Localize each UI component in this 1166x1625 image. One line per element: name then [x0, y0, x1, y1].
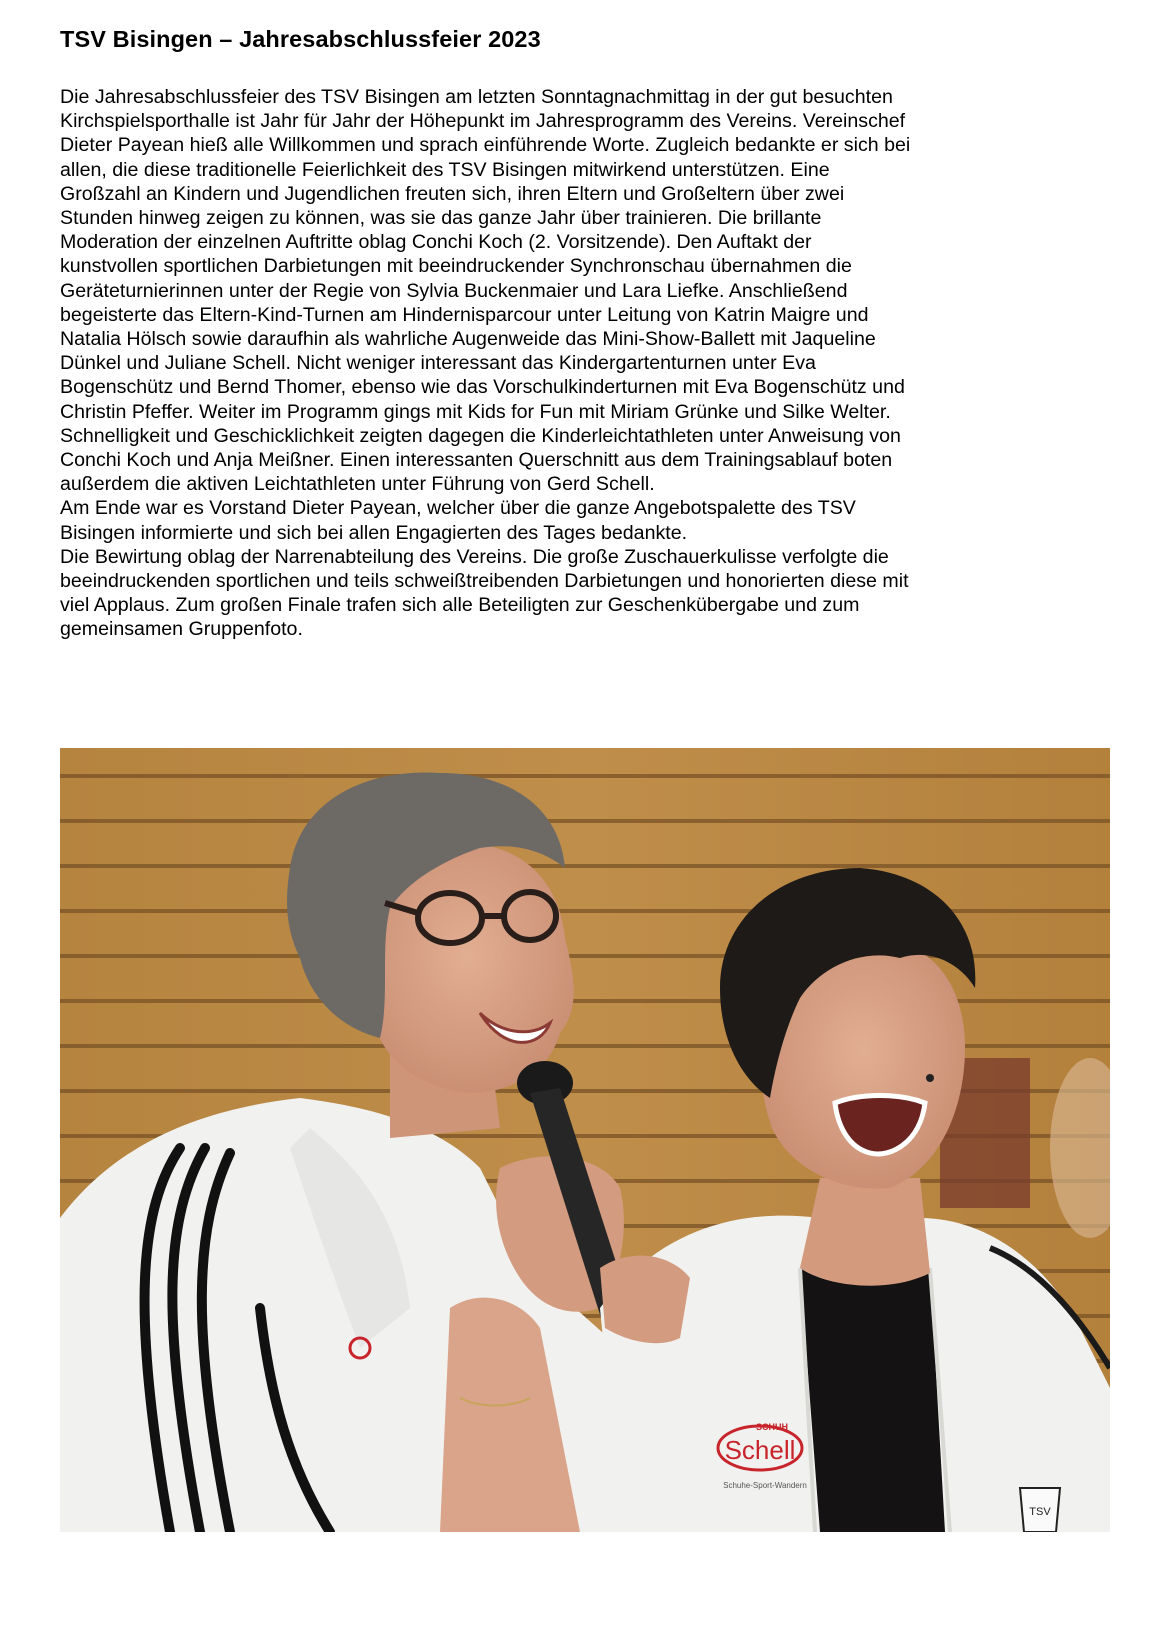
article-line: außerdem die aktiven Leichtathleten unter Führung von Gerd Schell. — [60, 473, 655, 496]
article-line: allen, die diese traditionelle Feierlichkeit des TSV Bisingen mitwirkend unterstützen. Eine — [60, 158, 830, 181]
article-line: beeindruckenden sportlichen und teils schweißtreibenden Darbietungen und honorierten diese mit — [60, 570, 909, 593]
article-line: Christin Pfeffer. Weiter im Programm gings mit Kids for Fun mit Miriam Grünke und Silke Welter. — [60, 400, 891, 423]
article-line: Am Ende war es Vorstand Dieter Payean, welcher über die ganze Angebotspalette des TSV — [60, 497, 856, 520]
article-line: Großzahl an Kindern und Jugendlichen freuten sich, ihren Eltern und Großeltern über zwei — [60, 182, 845, 205]
tsv-badge — [1020, 1488, 1060, 1532]
document-title: TSV Bisingen – Jahresabschlussfeier 2023 — [60, 26, 541, 52]
article-line: Conchi Koch und Anja Meißner. Einen interessanten Querschnitt aus dem Trainingsablauf boten — [60, 449, 893, 472]
article-line: Die Bewirtung oblag der Narrenabteilung des Vereins. Die große Zuschauerkulisse verfolgte die — [60, 545, 889, 568]
article-line: Dünkel und Juliane Schell. Nicht weniger interessant das Kindergartenturnen unter Eva — [60, 352, 816, 375]
article-line: Die Jahresabschlussfeier des TSV Bisingen am letzten Sonntagnachmittag in der gut besuchten — [60, 86, 893, 108]
article-line: Schnelligkeit und Geschicklichkeit zeigten dagegen die Kinderleichtathleten unter Anweisung von — [60, 424, 901, 447]
article-line: gemeinsamen Gruppenfoto. — [60, 618, 303, 641]
schell-logo-tagline: Schuhe-Sport-Wandern — [723, 1481, 807, 1490]
article-line: Bogenschütz und Bernd Thomer, ebenso wie das Vorschulkinderturnen mit Eva Bogenschütz und — [60, 376, 905, 399]
article-line: Natalia Hölsch sowie daraufhin als wahrliche Augenweide das Mini-Show-Ballett mit Jaqueline — [60, 328, 876, 351]
article-line: Kirchspielsporthalle ist Jahr für Jahr der Höhepunkt im Jahresprogramm des Vereins. Vereinschef — [60, 110, 906, 133]
article-line: Bisingen informierte und sich bei allen Engagierten des Tages bedankte. — [60, 521, 688, 544]
article-body — [60, 85, 1120, 642]
article-line: Moderation der einzelnen Auftritte oblag Conchi Koch (2. Vorsitzende). Den Auftakt der — [60, 231, 812, 254]
article-line: viel Applaus. Zum großen Finale trafen sich alle Beteiligten zur Geschenkübergabe und zum — [60, 594, 860, 617]
schell-logo-brand: Schell — [724, 1435, 796, 1465]
event-photo — [60, 748, 1110, 1532]
article-line: Stunden hinweg zeigen zu können, was sie das ganze Jahr über trainieren. Die brillante — [60, 207, 822, 230]
article-line: Geräteturnierinnen unter der Regie von Sylvia Buckenmaier und Lara Liefke. Anschließend — [60, 279, 848, 302]
tsv-badge-text: TSV — [1029, 1506, 1051, 1518]
article-line: begeisterte das Eltern-Kind-Turnen am Hindernisparcour unter Leitung von Katrin Maigre und — [60, 303, 869, 326]
right-undershirt — [800, 1268, 945, 1532]
article-line: kunstvollen sportlichen Darbietungen mit beeindruckender Synchronschau übernahmen die — [60, 255, 852, 278]
article-line: Dieter Payean hieß alle Willkommen und sprach einführende Worte. Zugleich bedankte er sich bei — [60, 134, 911, 157]
schell-logo-top: SCHUH — [755, 1422, 789, 1432]
